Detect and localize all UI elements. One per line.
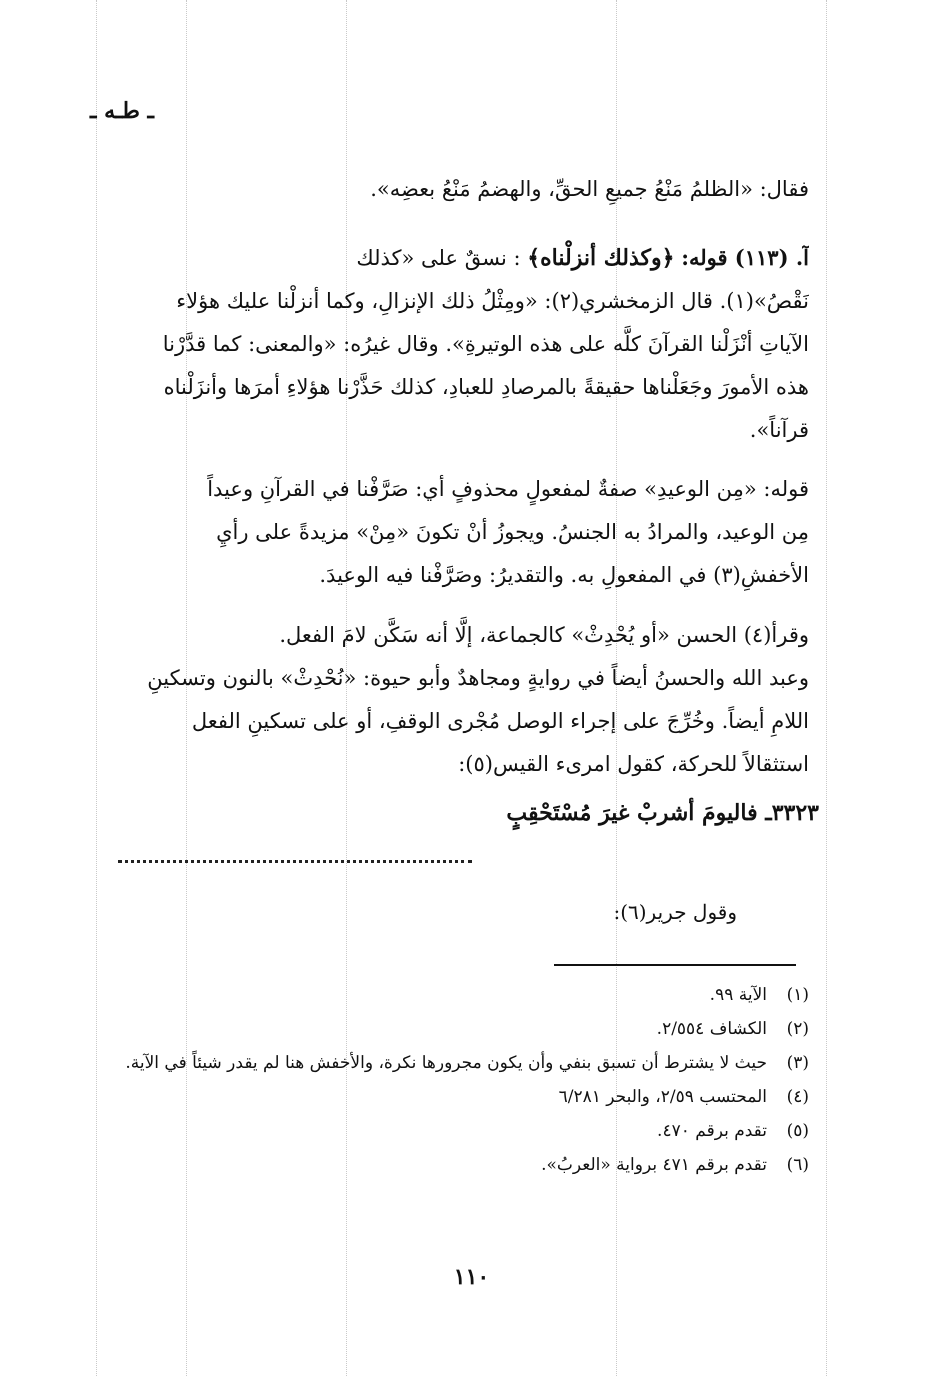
footnote-divider xyxy=(554,964,796,966)
footnote-number: (٢) xyxy=(786,1019,809,1039)
text-line: استثقالاً للحركة، كقول امرىء القيس(٥): xyxy=(458,752,809,776)
footnote-text: حيث لا يشترط أن تسبق بنفي وأن يكون مجرورها نكرة، والأخفش هنا لم يقدر شيئاً في الآية. xyxy=(125,1053,767,1073)
commentary-paragraph xyxy=(104,468,809,597)
text-line: وعبد الله والحسنُ أيضاً في روايةٍ ومجاهدٌ وأبو حيوة: «نُحْدِثْ» بالنون وتسكينِ xyxy=(147,666,809,690)
reading-paragraph xyxy=(104,614,809,786)
footnote-item xyxy=(109,1046,809,1080)
verse-commentary xyxy=(104,236,809,452)
footnote-text: المحتسب ٢/٥٩، والبحر ٦/٢٨١ xyxy=(558,1087,767,1107)
intro-paragraph xyxy=(104,168,809,211)
poetry-hemistich: فاليومَ أشربْ غيرَ مُسْتَحْقِبٍ xyxy=(506,800,758,826)
footnote-number: (٥) xyxy=(786,1121,809,1141)
scan-guide xyxy=(826,0,827,1376)
poetry-line xyxy=(506,800,819,826)
footnote-number: (١) xyxy=(786,985,809,1005)
text-line: قوله: «مِن الوعيدِ» صفةٌ لمفعولٍ محذوفٍ أي: صَرَّفْنا في القرآنِ وعيداً xyxy=(207,477,809,501)
text-line: فقال: «الظلمُ مَنْعُ جميعِ الحقِّ، والهضمُ مَنْعُ بعضِه». xyxy=(370,177,809,201)
text-line: الآياتِ أنْزَلْنا القرآنَ كلَّه على هذه الوتيرةِ». وقال غيرُه: «والمعنى: كما قدَّرْنا xyxy=(162,332,809,356)
text-line: الأخفشِ(٣) في المفعولِ به. والتقديرُ: وصَرَّفْنا فيه الوعيدَ. xyxy=(319,563,809,587)
scan-guide xyxy=(96,0,97,1376)
quran-quote: ﴿وكذلك أنزلْناه﴾ xyxy=(527,245,675,271)
text-line: وقرأ(٤) الحسن «أو يُحْدِثْ» كالجماعة، إلَّا أنه سَكَّن لامَ الفعل. xyxy=(279,623,809,647)
footnote-text: تقدم برقم ٤٧٠. xyxy=(657,1121,767,1141)
missing-hemistich-dots xyxy=(118,860,472,863)
footnote-text: الآية ٩٩. xyxy=(709,985,767,1005)
footnote-item xyxy=(109,978,809,1012)
verse-heading-line xyxy=(104,236,809,280)
footnote-item xyxy=(109,1148,809,1182)
footnote-item xyxy=(109,1114,809,1148)
text-line: اللامِ أيضاً. وخُرِّجَ على إجراء الوصل مُجْرى الوقفِ، أو على تسكينِ الفعل xyxy=(191,709,809,733)
text-line: نَقْصُ»(١). قال الزمخشري(٢): «ومِثْلُ ذلك الإنزالِ، وكما أنزلْنا عليك هؤلاء xyxy=(176,289,809,313)
footnote-number: (٤) xyxy=(786,1087,809,1107)
footnote-item xyxy=(109,1012,809,1046)
footnote-text: تقدم برقم ٤٧١ برواية «العربُ». xyxy=(541,1155,767,1175)
after-verse-text: وقول جرير(٦): xyxy=(613,900,737,924)
footnote-number: (٦) xyxy=(786,1155,809,1175)
footnote-number: (٣) xyxy=(786,1053,809,1073)
running-title: ـ طـه ـ xyxy=(90,98,154,124)
page-number: ١١٠ xyxy=(453,1264,490,1290)
text-line: مِن الوعيد، والمرادُ به الجنسُ. ويجوزُ أنْ تكونَ «مِنْ» مزيدةً على رأيِ xyxy=(216,520,809,544)
verse-heading-rest: : نسقٌ على «كذلك xyxy=(356,246,521,270)
text-line: هذه الأمورَ وجَعَلْناها حقيقةً بالمرصادِ للعبادِ، كذلك حَذَّرْنا هؤلاءِ أمرَها وأنزَلْناه xyxy=(163,375,809,399)
footnote-item xyxy=(109,1080,809,1114)
text-line: قرآناً». xyxy=(749,418,809,442)
poetry-number: ٣٣٢٣ـ xyxy=(765,800,819,826)
footnotes xyxy=(109,978,809,1182)
footnote-text: الكشاف ٢/٥٥٤. xyxy=(656,1019,767,1039)
verse-number-label: آ. (١١٣) قوله: xyxy=(681,245,809,270)
